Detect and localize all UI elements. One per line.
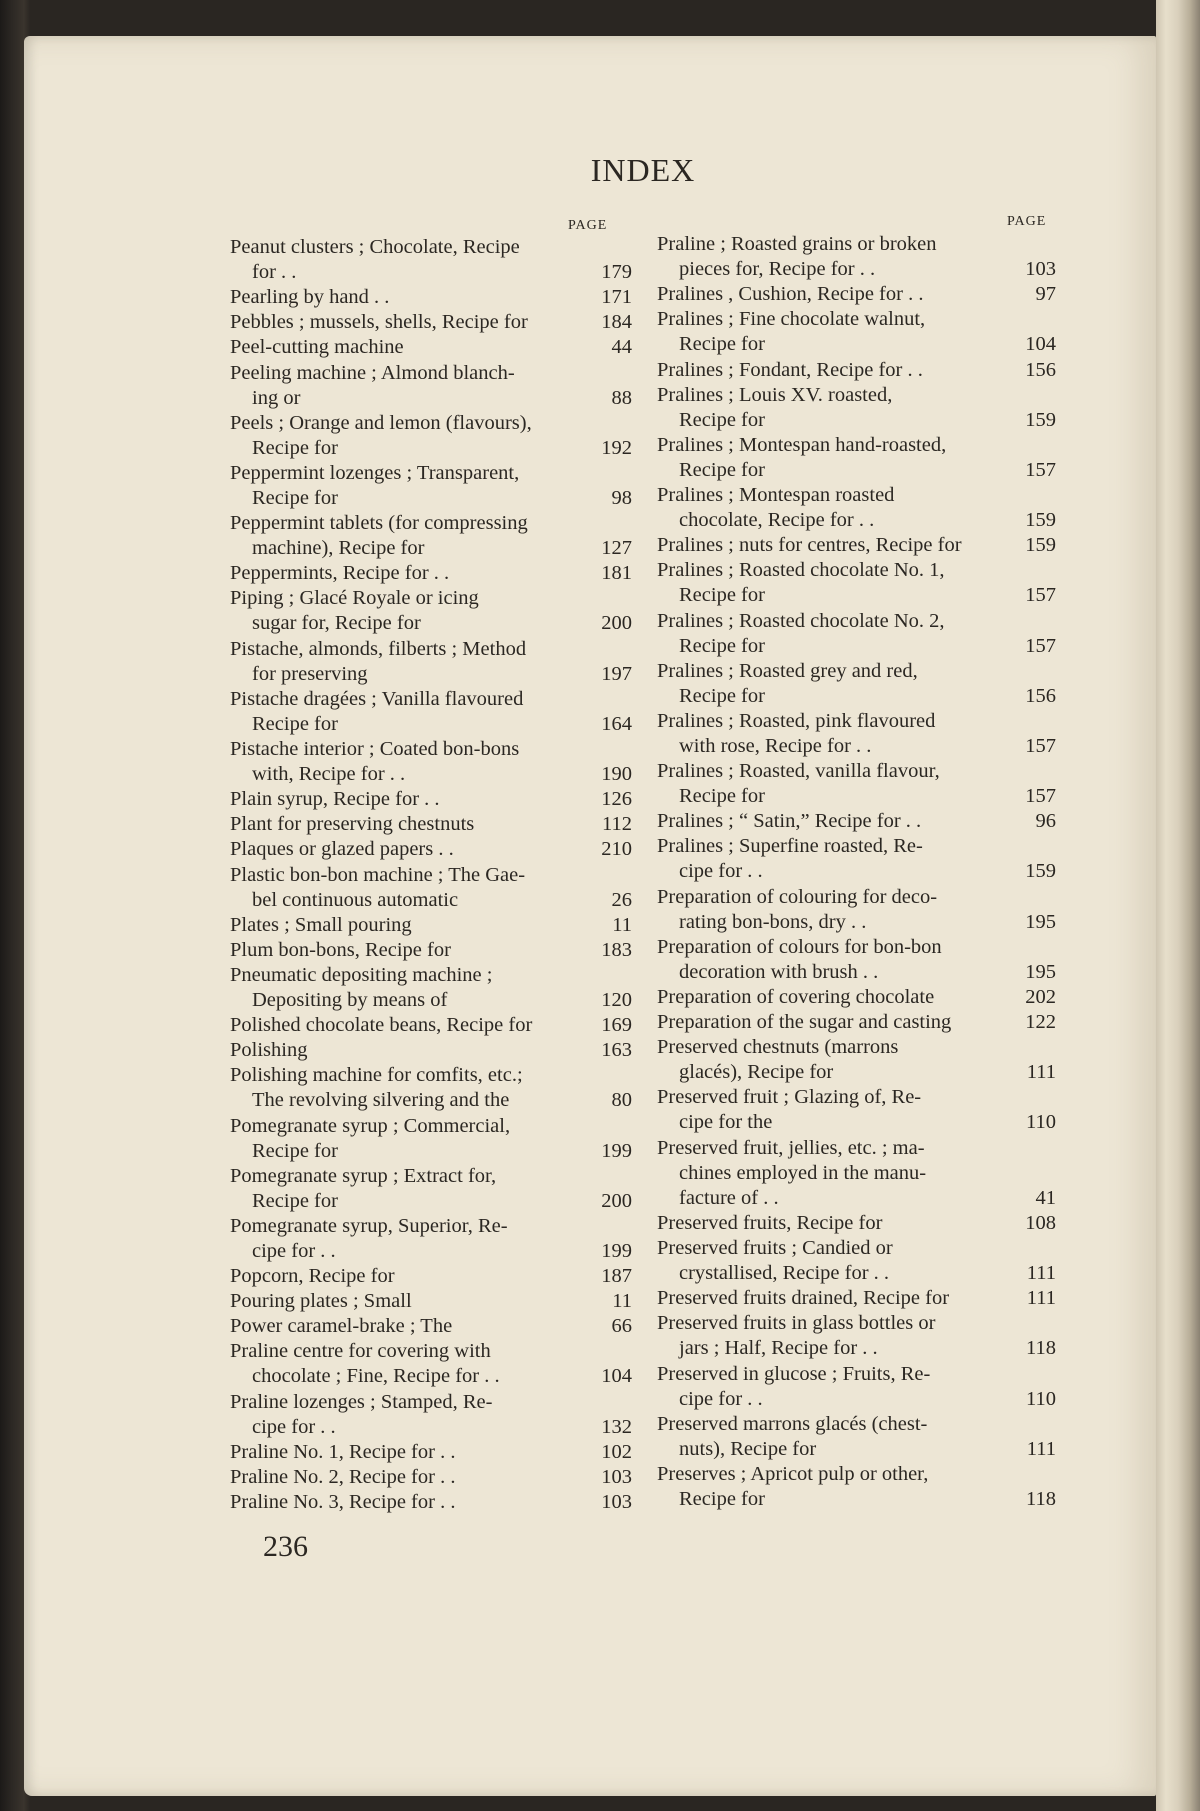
index-entry xyxy=(230,837,632,862)
index-entry-text: Peppermints, Recipe for . . xyxy=(230,562,450,585)
index-entry-page: 111 xyxy=(1026,1287,1056,1310)
page-edge xyxy=(1156,0,1200,1811)
index-entry-text: Preparation of covering chocolate xyxy=(657,986,935,1008)
index-entry-page: 26 xyxy=(611,888,632,911)
index-entry-text: glacés), Recipe for xyxy=(679,1061,834,1084)
index-entry-text: Pralines , Cushion, Recipe for . . xyxy=(657,283,924,306)
index-entry-page: 88 xyxy=(611,386,632,409)
index-entry-text: Plates ; Small pouring xyxy=(230,913,412,936)
index-entry-page: 103 xyxy=(1025,258,1056,281)
index-entry-text: cipe for . . xyxy=(252,1415,336,1438)
index-entry-page: 199 xyxy=(601,1139,632,1162)
right-page-column-header: PAGE xyxy=(1007,214,1047,229)
index-entry-text: Preparation of colours for bon-bon xyxy=(657,935,942,958)
index-entry-page: 96 xyxy=(1035,810,1056,833)
index-entry-text: decoration with brush . . xyxy=(679,960,879,983)
index-entry-page: 112 xyxy=(602,813,632,836)
index-entry-text: Peanut clusters ; Chocolate, Recipe xyxy=(230,236,520,258)
index-entry-text: Recipe for xyxy=(679,333,765,356)
index-entry-page: 159 xyxy=(1025,860,1056,883)
index-entry-text: Pralines ; Montespan roasted xyxy=(657,484,895,506)
index-entry-page: 118 xyxy=(1026,1487,1056,1510)
index-entry-text: facture of . . xyxy=(679,1186,779,1209)
index-entry-page: 163 xyxy=(601,1039,632,1062)
index-entry-text: Recipe for xyxy=(679,785,765,808)
left-page-column-header: PAGE xyxy=(568,218,608,233)
index-entry-page: 195 xyxy=(1025,960,1056,983)
index-entry xyxy=(657,985,1056,1010)
index-entry xyxy=(230,1289,632,1314)
index-entry-page: 11 xyxy=(612,1290,632,1313)
index-entry-text: Recipe for xyxy=(679,408,765,431)
index-entry-page: 183 xyxy=(601,938,632,961)
index-entry-text: Praline lozenges ; Stamped, Re- xyxy=(230,1390,493,1413)
index-entry-text: nuts), Recipe for xyxy=(679,1437,817,1460)
index-entry xyxy=(657,383,1056,433)
index-entry xyxy=(230,687,632,737)
index-entry-page: 157 xyxy=(1025,734,1056,757)
index-entry-text: Polishing machine for comfits, etc.; xyxy=(230,1064,523,1087)
index-entry xyxy=(657,759,1056,809)
index-entry-text: Pralines ; Fondant, Recipe for . . xyxy=(657,358,923,381)
index-entry-page: 132 xyxy=(601,1415,632,1438)
index-entry xyxy=(230,787,632,812)
index-entry xyxy=(657,533,1056,558)
index-entry-page: 103 xyxy=(601,1465,632,1488)
index-entry-text: Recipe for xyxy=(679,1487,765,1510)
index-entry-page: 171 xyxy=(601,286,632,309)
index-entry-text: Pebbles ; mussels, shells, Recipe for xyxy=(230,311,528,334)
index-entry xyxy=(657,659,1056,709)
index-entry-text: Pralines ; Montespan hand-roasted, xyxy=(657,433,947,456)
index-entry xyxy=(230,1013,632,1038)
index-entry xyxy=(230,361,632,411)
index-entry-text: Pearling by hand . . xyxy=(230,286,390,309)
index-entry-text: Popcorn, Recipe for xyxy=(230,1265,395,1288)
index-entry xyxy=(230,1114,632,1164)
index-entry-text: Pralines ; Louis XV. roasted, xyxy=(657,383,893,406)
index-entry-page: 200 xyxy=(601,612,632,635)
index-entry-page: 157 xyxy=(1025,458,1056,481)
index-entry-page: 111 xyxy=(1026,1061,1056,1084)
index-entry xyxy=(657,1362,1056,1412)
index-entry-page: 179 xyxy=(601,261,632,284)
index-entry-text: with rose, Recipe for . . xyxy=(679,734,872,757)
index-entry-page: 195 xyxy=(1025,910,1056,933)
index-entry-text: Preserved fruits ; Candied or xyxy=(657,1237,893,1259)
index-entry xyxy=(230,1164,632,1214)
index-entry xyxy=(657,1311,1056,1361)
index-entry xyxy=(230,863,632,913)
index-entry xyxy=(657,1462,1056,1512)
index-entry-page: 157 xyxy=(1025,584,1056,607)
index-entry-page: 164 xyxy=(601,712,632,735)
index-entry xyxy=(230,913,632,938)
index-entry xyxy=(657,282,1056,307)
index-entry-page: 169 xyxy=(601,1014,632,1037)
index-entry-page: 197 xyxy=(601,662,632,685)
index-entry-text: Power caramel-brake ; The xyxy=(230,1315,453,1338)
index-entry-page: 184 xyxy=(601,311,632,334)
index-entry-text: Praline ; Roasted grains or broken xyxy=(657,233,937,255)
index-entry-page: 110 xyxy=(1026,1387,1056,1410)
index-entry-text: Plant for preserving chestnuts xyxy=(230,813,475,836)
index-entry-page: 127 xyxy=(601,537,632,560)
index-entry xyxy=(657,483,1056,533)
index-entry-page: 103 xyxy=(601,1491,632,1513)
index-entry xyxy=(230,1465,632,1490)
index-entry xyxy=(230,561,632,586)
index-entry xyxy=(230,812,632,837)
index-entry-page: 200 xyxy=(601,1189,632,1212)
index-entry-text: Pralines ; Fine chocolate walnut, xyxy=(657,308,926,331)
index-entry-text: rating bon-bons, dry . . xyxy=(679,910,867,933)
index-entry xyxy=(230,586,632,636)
index-entry-text: cipe for . . xyxy=(679,860,763,883)
index-entry-text: Pralines ; Roasted, pink flavoured xyxy=(657,709,936,732)
index-entry-page: 156 xyxy=(1025,358,1056,381)
index-entry xyxy=(657,433,1056,483)
index-entry-page: 111 xyxy=(1026,1437,1056,1460)
index-entry-page: 97 xyxy=(1035,283,1056,306)
index-entry xyxy=(657,1010,1056,1035)
index-entry-text: Peels ; Orange and lemon (flavours), xyxy=(230,411,532,434)
index-entry-page: 98 xyxy=(611,486,632,509)
index-entry xyxy=(657,885,1056,935)
index-entry-text: Pralines ; Roasted, vanilla flavour, xyxy=(657,760,940,783)
index-entry xyxy=(230,335,632,360)
index-entry-text: Pralines ; Roasted grey and red, xyxy=(657,659,918,682)
index-entry-text: Polished chocolate beans, Recipe for xyxy=(230,1014,533,1037)
index-entry-text: Preserved chestnuts (marrons xyxy=(657,1036,899,1059)
index-entry-page: 156 xyxy=(1025,684,1056,707)
index-entry-page: 80 xyxy=(611,1089,632,1112)
index-entry-text: Pralines ; Roasted chocolate No. 2, xyxy=(657,609,945,632)
index-entry-text: Peppermint lozenges ; Transparent, xyxy=(230,461,520,484)
index-entry-text: machine), Recipe for xyxy=(252,537,425,560)
index-entry-page: 126 xyxy=(601,788,632,811)
index-entry xyxy=(230,963,632,1013)
index-entry-text: Piping ; Glacé Royale or icing xyxy=(230,587,479,610)
index-entry-page: 104 xyxy=(1025,333,1056,356)
index-entry xyxy=(657,1136,1056,1211)
index-entry xyxy=(657,1035,1056,1085)
index-entry-text: Pistache, almonds, filberts ; Method xyxy=(230,637,527,660)
index-entry xyxy=(657,558,1056,608)
index-entry-page: 11 xyxy=(612,913,632,936)
index-entry-page: 187 xyxy=(601,1265,632,1288)
index-entry-text: Recipe for xyxy=(252,1189,338,1212)
index-entry xyxy=(657,834,1056,884)
index-entry-text: Pomegranate syrup ; Commercial, xyxy=(230,1114,511,1137)
index-entry-page: 159 xyxy=(1025,534,1056,557)
index-entry xyxy=(657,1412,1056,1462)
index-entry-page: 181 xyxy=(601,562,632,585)
page-title: INDEX xyxy=(590,152,696,188)
index-entry-text: cipe for . . xyxy=(679,1387,763,1410)
index-entry xyxy=(230,1440,632,1465)
index-entry-page: 102 xyxy=(601,1440,632,1463)
index-entry xyxy=(230,511,632,561)
index-entry-text: Pistache dragées ; Vanilla flavoured xyxy=(230,687,524,710)
index-entry-text: pieces for, Recipe for . . xyxy=(679,258,876,281)
index-entry-text: chines employed in the manu- xyxy=(679,1161,927,1184)
index-entry-text: Pralines ; Superfine roasted, Re- xyxy=(657,835,923,858)
index-entry xyxy=(230,1214,632,1264)
index-entry xyxy=(657,1085,1056,1135)
index-entry xyxy=(230,310,632,335)
index-entry-text: Peppermint tablets (for compressing xyxy=(230,512,528,535)
index-entry-page: 108 xyxy=(1025,1211,1056,1234)
index-entry-page: 104 xyxy=(601,1365,632,1388)
index-entry-text: Recipe for xyxy=(252,486,338,509)
index-entry xyxy=(657,935,1056,985)
index-entry-text: Peeling machine ; Almond blanch- xyxy=(230,361,515,384)
index-entry-page: 192 xyxy=(601,436,632,459)
index-entry-text: chocolate ; Fine, Recipe for . . xyxy=(252,1365,500,1388)
index-entry xyxy=(657,1236,1056,1286)
index-entry-text: Praline centre for covering with xyxy=(230,1340,491,1363)
index-entry xyxy=(657,709,1056,759)
index-entry-text: for . . xyxy=(252,261,297,284)
index-entry xyxy=(230,285,632,310)
index-entry-text: chocolate, Recipe for . . xyxy=(679,509,875,532)
index-entry xyxy=(230,411,632,461)
index-entry-text: sugar for, Recipe for xyxy=(252,612,421,635)
index-entry xyxy=(230,1490,632,1515)
index-entry-text: Preserved fruits, Recipe for xyxy=(657,1211,883,1234)
index-entry-text: Preserved fruits in glass bottles or xyxy=(657,1312,936,1335)
index-entry-text: for preserving xyxy=(252,662,368,685)
index-entry-text: Recipe for xyxy=(679,584,765,607)
index-entry-text: Plum bon-bons, Recipe for xyxy=(230,938,451,961)
index-entry-page: 118 xyxy=(1026,1337,1056,1360)
index-entry-text: Peel-cutting machine xyxy=(230,336,404,359)
index-entry-text: Praline No. 3, Recipe for . . xyxy=(230,1491,456,1513)
index-entry-page: 66 xyxy=(611,1315,632,1338)
index-entry-text: bel continuous automatic xyxy=(252,888,459,911)
index-entry xyxy=(230,1264,632,1289)
index-entry-text: Preserved fruit ; Glazing of, Re- xyxy=(657,1086,922,1109)
index-entry-page: 157 xyxy=(1025,634,1056,657)
index-entry-text: crystallised, Recipe for . . xyxy=(679,1262,890,1285)
index-entry-text: Depositing by means of xyxy=(252,988,448,1011)
index-entry-text: Pneumatic depositing machine ; xyxy=(230,963,493,986)
index-entry-text: Pralines ; “ Satin,” Recipe for . . xyxy=(657,810,922,833)
index-entry-page: 202 xyxy=(1025,986,1056,1008)
index-entry-text: cipe for the xyxy=(679,1111,773,1134)
page-number: 236 xyxy=(263,1530,308,1563)
index-entry-text: Plain syrup, Recipe for . . xyxy=(230,788,440,811)
index-entry-text: Preserved in glucose ; Fruits, Re- xyxy=(657,1362,931,1385)
index-entry xyxy=(230,1063,632,1113)
index-entry xyxy=(230,637,632,687)
index-entry-text: Recipe for xyxy=(252,436,338,459)
index-entry-text: with, Recipe for . . xyxy=(252,763,406,786)
index-entry xyxy=(657,358,1056,383)
index-entry xyxy=(657,1211,1056,1236)
index-entry-text: Preserved marrons glacés (chest- xyxy=(657,1412,928,1435)
index-entry-page: 199 xyxy=(601,1239,632,1262)
index-entry-page: 120 xyxy=(601,988,632,1011)
index-entry-page: 157 xyxy=(1025,785,1056,808)
index-entry-page: 190 xyxy=(601,763,632,786)
index-entry xyxy=(230,1390,632,1440)
index-entry-text: Preparation of the sugar and casting xyxy=(657,1011,952,1034)
index-entry-text: Plastic bon-bon machine ; The Gae- xyxy=(230,863,526,886)
index-entry-page: 41 xyxy=(1035,1186,1056,1209)
index-entry xyxy=(230,737,632,787)
index-entry-text: Praline No. 2, Recipe for . . xyxy=(230,1465,456,1488)
index-entry-text: Recipe for xyxy=(252,1139,338,1162)
index-entry-page: 210 xyxy=(601,838,632,861)
index-entry-text: jars ; Half, Recipe for . . xyxy=(679,1337,878,1360)
index-entry-text: Preserved fruits drained, Recipe for xyxy=(657,1287,950,1310)
index-entry-text: Pomegranate syrup, Superior, Re- xyxy=(230,1214,508,1237)
index-entry-text: Recipe for xyxy=(679,684,765,707)
index-entry xyxy=(230,938,632,963)
index-entry-text: Pistache interior ; Coated bon-bons xyxy=(230,738,520,760)
index-entry-text: Praline No. 1, Recipe for . . xyxy=(230,1440,456,1463)
index-entry-text: Polishing xyxy=(230,1039,308,1062)
index-entry-page: 44 xyxy=(611,336,632,359)
index-entry xyxy=(230,1038,632,1063)
index-entry-text: Pralines ; nuts for centres, Recipe for xyxy=(657,534,962,557)
index-entry-text: Recipe for xyxy=(252,712,338,735)
index-entry xyxy=(657,307,1056,357)
index-entry-page: 159 xyxy=(1025,509,1056,532)
index-entry-text: cipe for . . xyxy=(252,1239,336,1262)
index-entry-text: Preparation of colouring for deco- xyxy=(657,885,938,908)
index-entry xyxy=(230,1314,632,1339)
index-entry xyxy=(230,461,632,511)
index-entry-page: 122 xyxy=(1025,1011,1056,1034)
index-entry xyxy=(657,232,1056,282)
index-entry-text: Recipe for xyxy=(679,634,765,657)
index-entry-text: Preserved fruit, jellies, etc. ; ma- xyxy=(657,1136,925,1159)
index-entry-page: 159 xyxy=(1025,408,1056,431)
index-entry-text: Pomegranate syrup ; Extract for, xyxy=(230,1164,497,1187)
index-entry xyxy=(657,809,1056,834)
index-entry-text: ing or xyxy=(252,386,301,409)
index-entry-text: Recipe for xyxy=(679,458,765,481)
index-entry xyxy=(657,1286,1056,1311)
index-entry-text: Plaques or glazed papers . . xyxy=(230,838,454,861)
index-entry-text: Pouring plates ; Small xyxy=(230,1290,412,1313)
index-entry xyxy=(657,609,1056,659)
index-entry xyxy=(230,235,632,285)
index-entry-page: 110 xyxy=(1026,1111,1056,1134)
index-entry-text: Preserves ; Apricot pulp or other, xyxy=(657,1462,929,1485)
index-entry-text: Pralines ; Roasted chocolate No. 1, xyxy=(657,559,945,582)
index-entry-text: The revolving silvering and the xyxy=(252,1089,510,1112)
index-entry-page: 111 xyxy=(1026,1262,1056,1285)
index-entry xyxy=(230,1339,632,1389)
